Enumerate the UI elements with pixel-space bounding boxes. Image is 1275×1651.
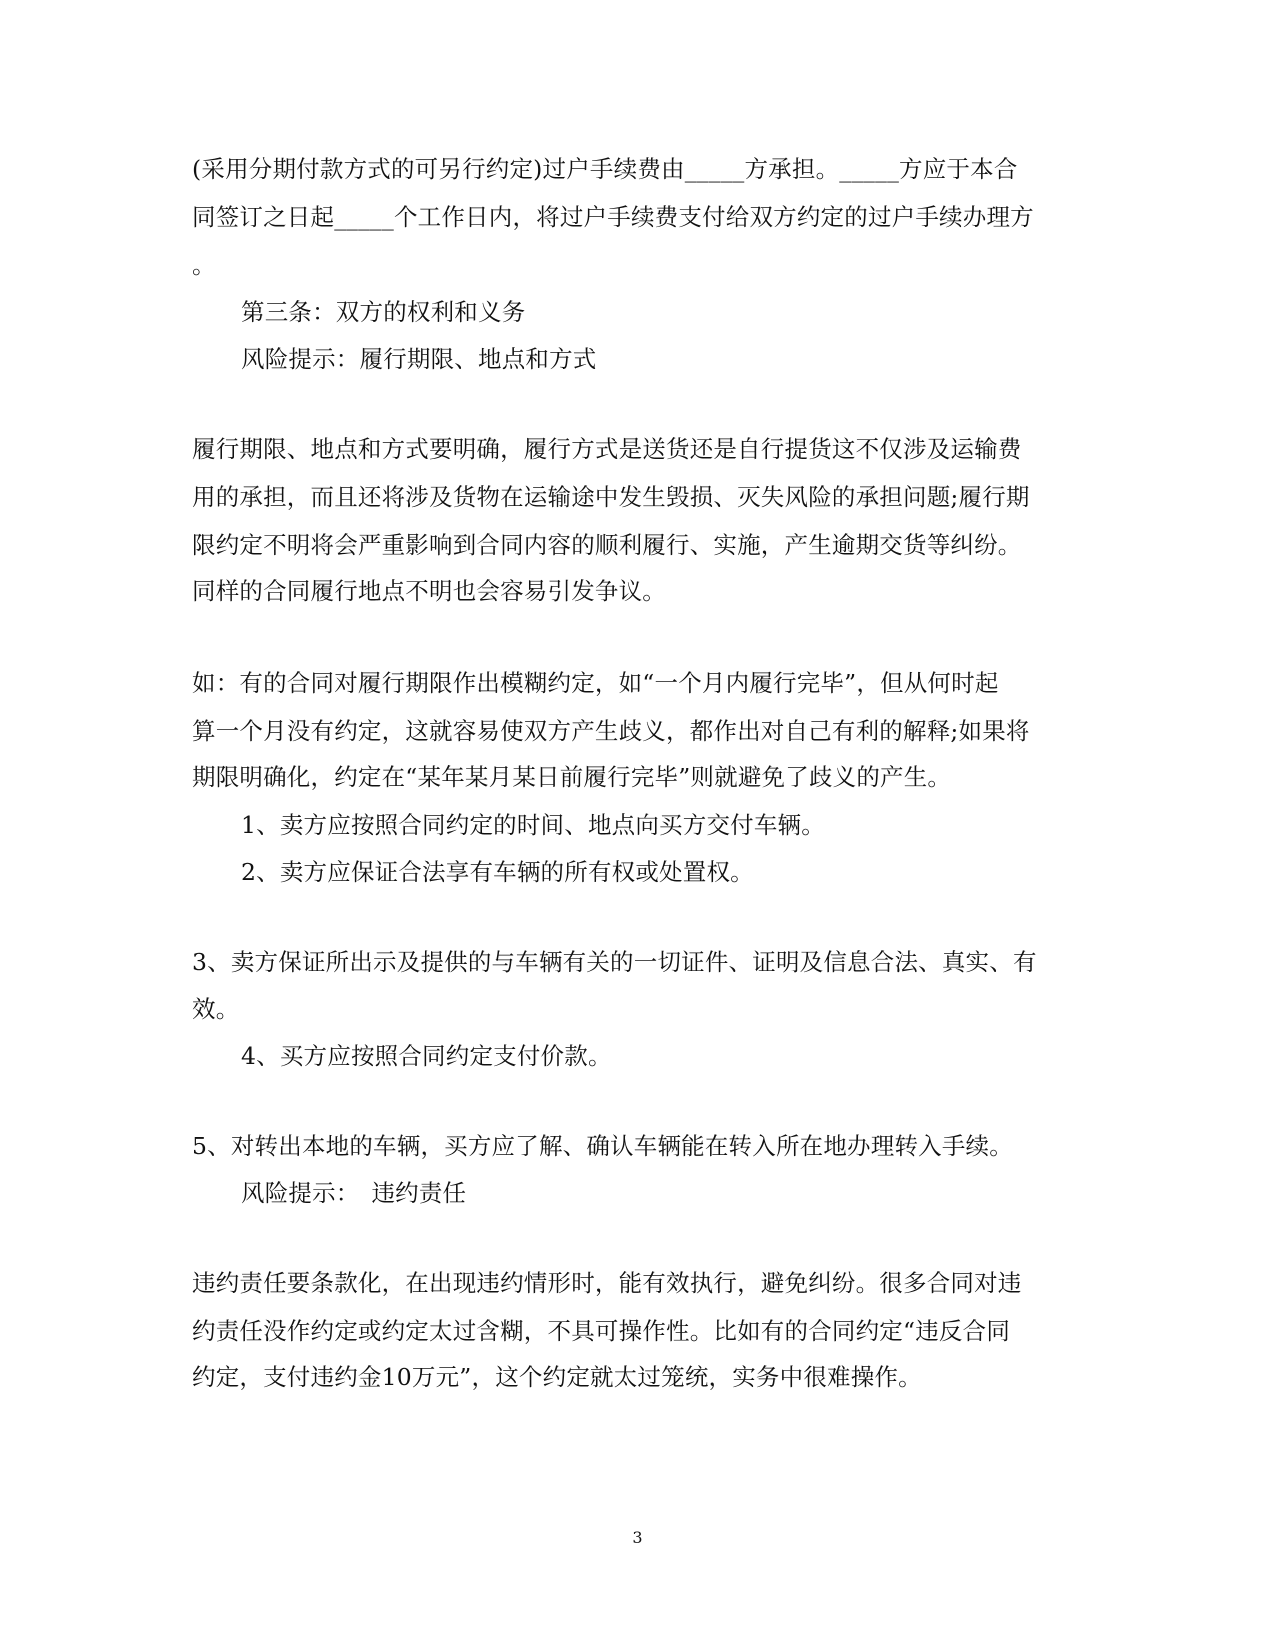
list-item: 5、对转出本地的车辆，买方应了解、确认车辆能在转入所在地办理转入手续。 (192, 1132, 1013, 1160)
paragraph-line: 违约责任要条款化，在出现违约情形时，能有效执行，避免纠纷。很多合同对违 (192, 1269, 1022, 1297)
list-item: 2、卖方应保证合法享有车辆的所有权或处置权。 (241, 858, 754, 886)
list-item: 效。 (192, 995, 240, 1023)
paragraph-line: 算一个月没有约定，这就容易使双方产生歧义，都作出对自己有利的解释;如果将 (192, 717, 1030, 745)
list-item: 4、买方应按照合同约定支付价款。 (241, 1042, 612, 1070)
paragraph-line: 同样的合同履行地点不明也会容易引发争议。 (192, 577, 666, 605)
paragraph-line: 如：有的合同对履行期限作出模糊约定，如“一个月内履行完毕”，但从何时起 (192, 669, 999, 697)
paragraph-line: 约定，支付违约金10万元”，这个约定就太过笼统，实务中很难操作。 (192, 1363, 922, 1391)
paragraph-line: 期限明确化，约定在“某年某月某日前履行完毕”则就避免了歧义的产生。 (192, 763, 952, 791)
risk-note-heading: 风险提示： 违约责任 (241, 1179, 467, 1207)
risk-note-heading: 风险提示：履行期限、地点和方式 (241, 345, 597, 373)
paragraph-line: (采用分期付款方式的可另行约定)过户手续费由_____方承担。_____方应于本合 (192, 155, 1018, 183)
list-item: 3、卖方保证所出示及提供的与车辆有关的一切证件、证明及信息合法、真实、有 (192, 948, 1037, 976)
list-item: 1、卖方应按照合同约定的时间、地点向买方交付车辆。 (241, 811, 825, 839)
paragraph-line: 限约定不明将会严重影响到合同内容的顺利履行、实施，产生逾期交货等纠纷。 (192, 531, 1022, 559)
paragraph-line: 用的承担，而且还将涉及货物在运输途中发生毁损、灭失风险的承担问题;履行期 (192, 483, 1030, 511)
paragraph-line: 。 (192, 251, 216, 279)
paragraph-line: 同签订之日起_____个工作日内，将过户手续费支付给双方约定的过户手续办理方 (192, 203, 1034, 231)
paragraph-line: 履行期限、地点和方式要明确，履行方式是送货还是自行提货这不仅涉及运输费 (192, 435, 1022, 463)
paragraph-line: 约责任没作约定或约定太过含糊，不具可操作性。比如有的合同约定“违反合同 (192, 1317, 1011, 1345)
page-number: 3 (632, 1528, 643, 1547)
article-heading: 第三条：双方的权利和义务 (241, 298, 526, 326)
